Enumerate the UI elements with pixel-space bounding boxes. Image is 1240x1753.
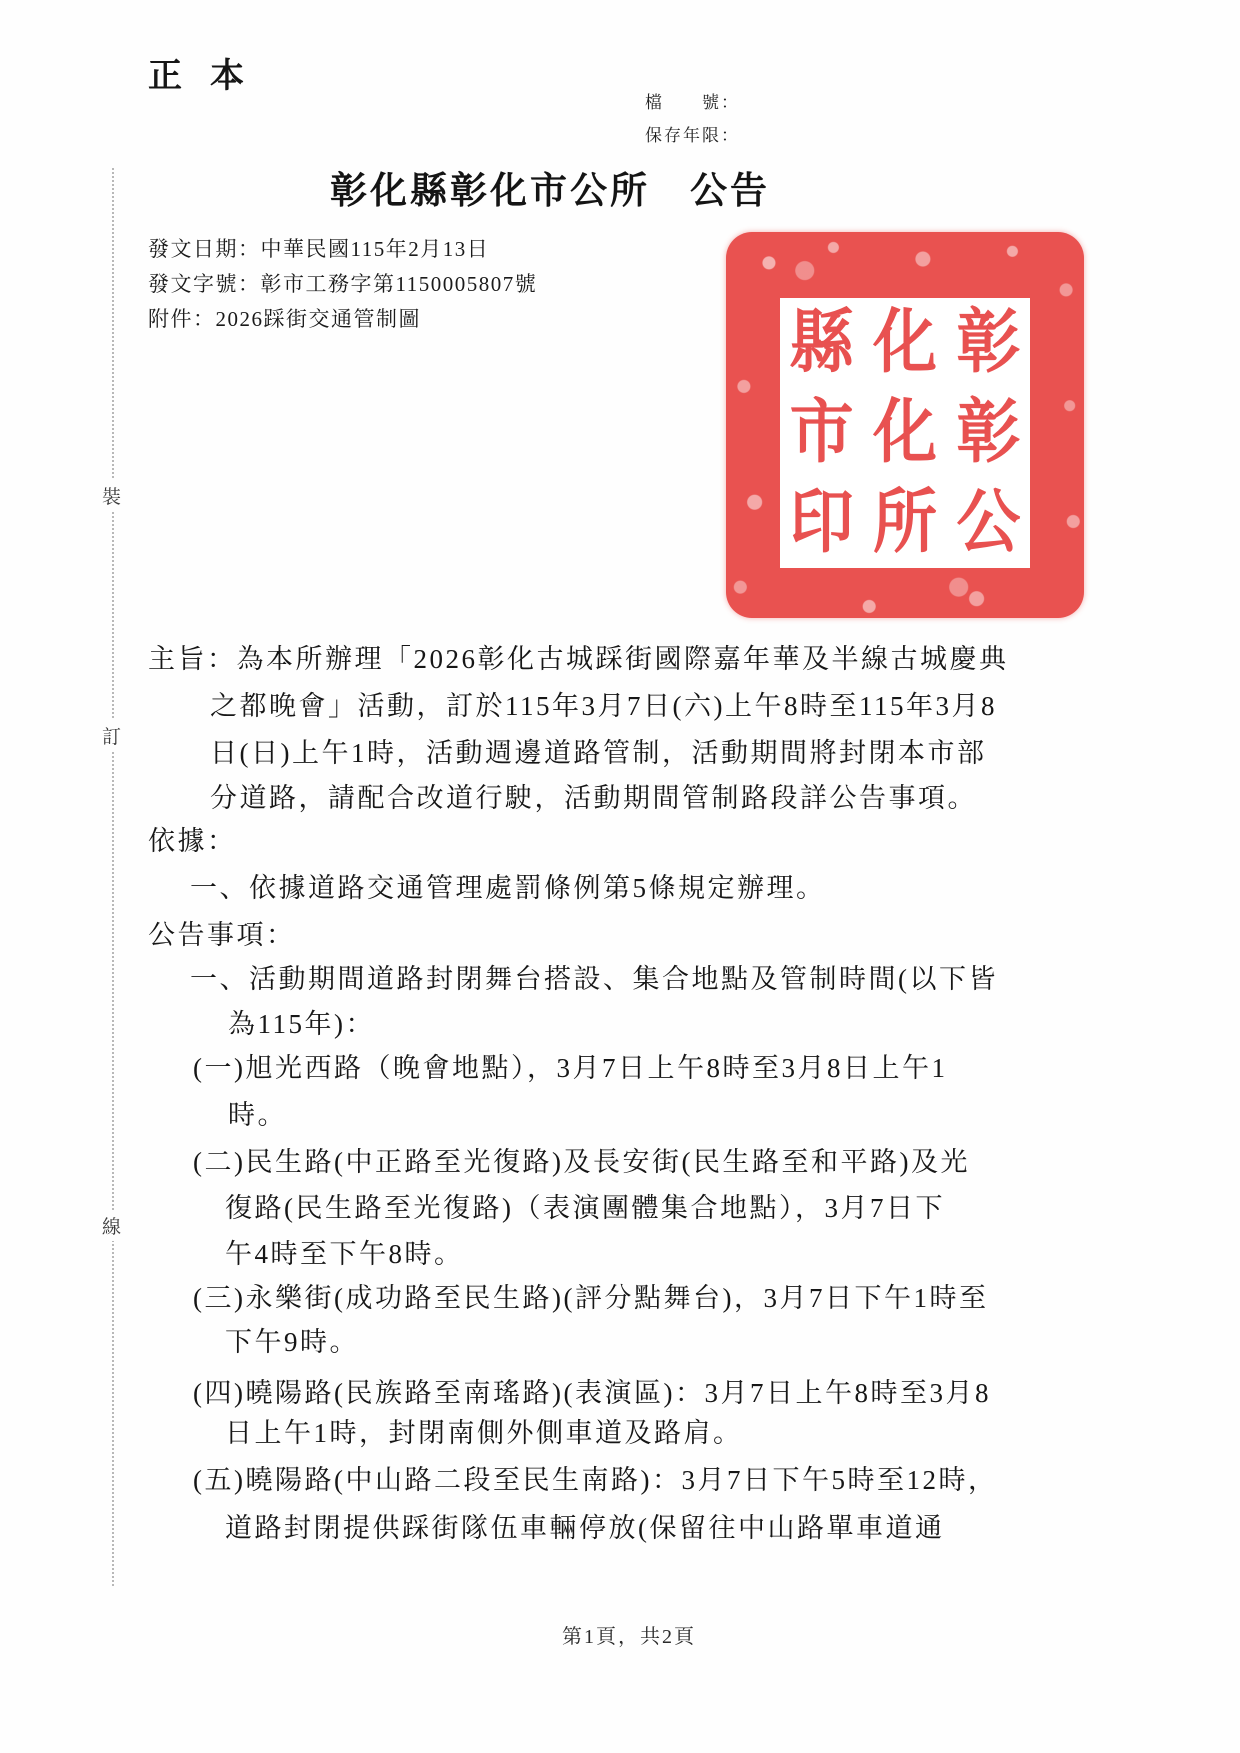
body-text-line: 依據： bbox=[148, 826, 237, 856]
copy-type-label: 正本 bbox=[148, 58, 272, 95]
meta-line: 附件：2026踩街交通管制圖 bbox=[148, 307, 421, 331]
body-text-line: 之都晚會」活動，訂於115年3月7日(六)上午8時至115年3月8 bbox=[210, 691, 997, 721]
page-number: 第1頁，共2頁 bbox=[562, 1626, 696, 1648]
seal-character: 彰 bbox=[956, 394, 1021, 471]
body-text-line: (五)曉陽路(中山路二段至民生南路)：3月7日下午5時至12時， bbox=[193, 1465, 998, 1495]
binding-mark-xian: 線 bbox=[102, 1210, 121, 1241]
body-text-line: 分道路，請配合改道行駛，活動期間管制路段詳公告事項。 bbox=[210, 783, 977, 813]
binding-dotted-line bbox=[112, 168, 114, 1586]
binding-mark-zhuang: 裝 bbox=[102, 480, 121, 511]
body-text-line: 主旨：為本所辦理「2026彰化古城踩街國際嘉年華及半線古城慶典 bbox=[148, 644, 1009, 674]
body-text-line: (一)旭光西路（晚會地點），3月7日上午8時至3月8日上午1 bbox=[193, 1053, 948, 1083]
seal-character: 化 bbox=[873, 394, 938, 471]
seal-character: 所 bbox=[873, 484, 938, 561]
page-title: 彰化縣彰化市公所 公告 bbox=[330, 171, 770, 212]
official-seal-text bbox=[780, 298, 1030, 568]
file-number-label: 檔 號： bbox=[645, 93, 740, 112]
seal-character: 市 bbox=[789, 394, 854, 471]
body-text-line: 日上午1時，封閉南側外側車道及路肩。 bbox=[225, 1418, 743, 1448]
body-text-line: (三)永樂街(成功路至民生路)(評分點舞台)，3月7日下午1時至 bbox=[193, 1283, 989, 1313]
seal-character: 公 bbox=[956, 484, 1021, 561]
body-text-line: 午4時至下午8時。 bbox=[225, 1239, 464, 1269]
seal-character: 縣 bbox=[789, 304, 854, 381]
body-text-line: 下午9時。 bbox=[225, 1327, 359, 1357]
body-text-line: 一、依據道路交通管理處罰條例第5條規定辦理。 bbox=[190, 873, 826, 903]
body-text-line: 時。 bbox=[228, 1100, 287, 1130]
body-text-line: 復路(民生路至光復路)（表演團體集合地點），3月7日下 bbox=[225, 1193, 945, 1223]
meta-line: 發文日期：中華民國115年2月13日 bbox=[148, 237, 490, 261]
body-text-line: 道路封閉提供踩街隊伍車輛停放(保留往中山路單車道通 bbox=[225, 1513, 945, 1543]
body-text-line: 公告事項： bbox=[148, 920, 296, 950]
binding-mark-ding: 訂 bbox=[102, 720, 121, 751]
body-text-line: 一、活動期間道路封閉舞台搭設、集合地點及管制時間(以下皆 bbox=[190, 964, 998, 994]
body-text-line: 日(日)上午1時，活動週邊道路管制，活動期間將封閉本市部 bbox=[210, 738, 987, 768]
retention-period-label: 保存年限： bbox=[645, 126, 740, 145]
body-text-line: (四)曉陽路(民族路至南瑤路)(表演區)：3月7日上午8時至3月8 bbox=[193, 1378, 991, 1408]
body-text-line: (二)民生路(中正路至光復路)及長安街(民生路至和平路)及光 bbox=[193, 1147, 970, 1177]
meta-line: 發文字號：彰市工務字第1150005807號 bbox=[148, 272, 538, 296]
seal-character: 彰 bbox=[956, 304, 1021, 381]
seal-character: 化 bbox=[873, 304, 938, 381]
official-seal bbox=[726, 232, 1084, 618]
seal-character: 印 bbox=[789, 484, 854, 561]
body-text-line: 為115年)： bbox=[228, 1009, 375, 1039]
